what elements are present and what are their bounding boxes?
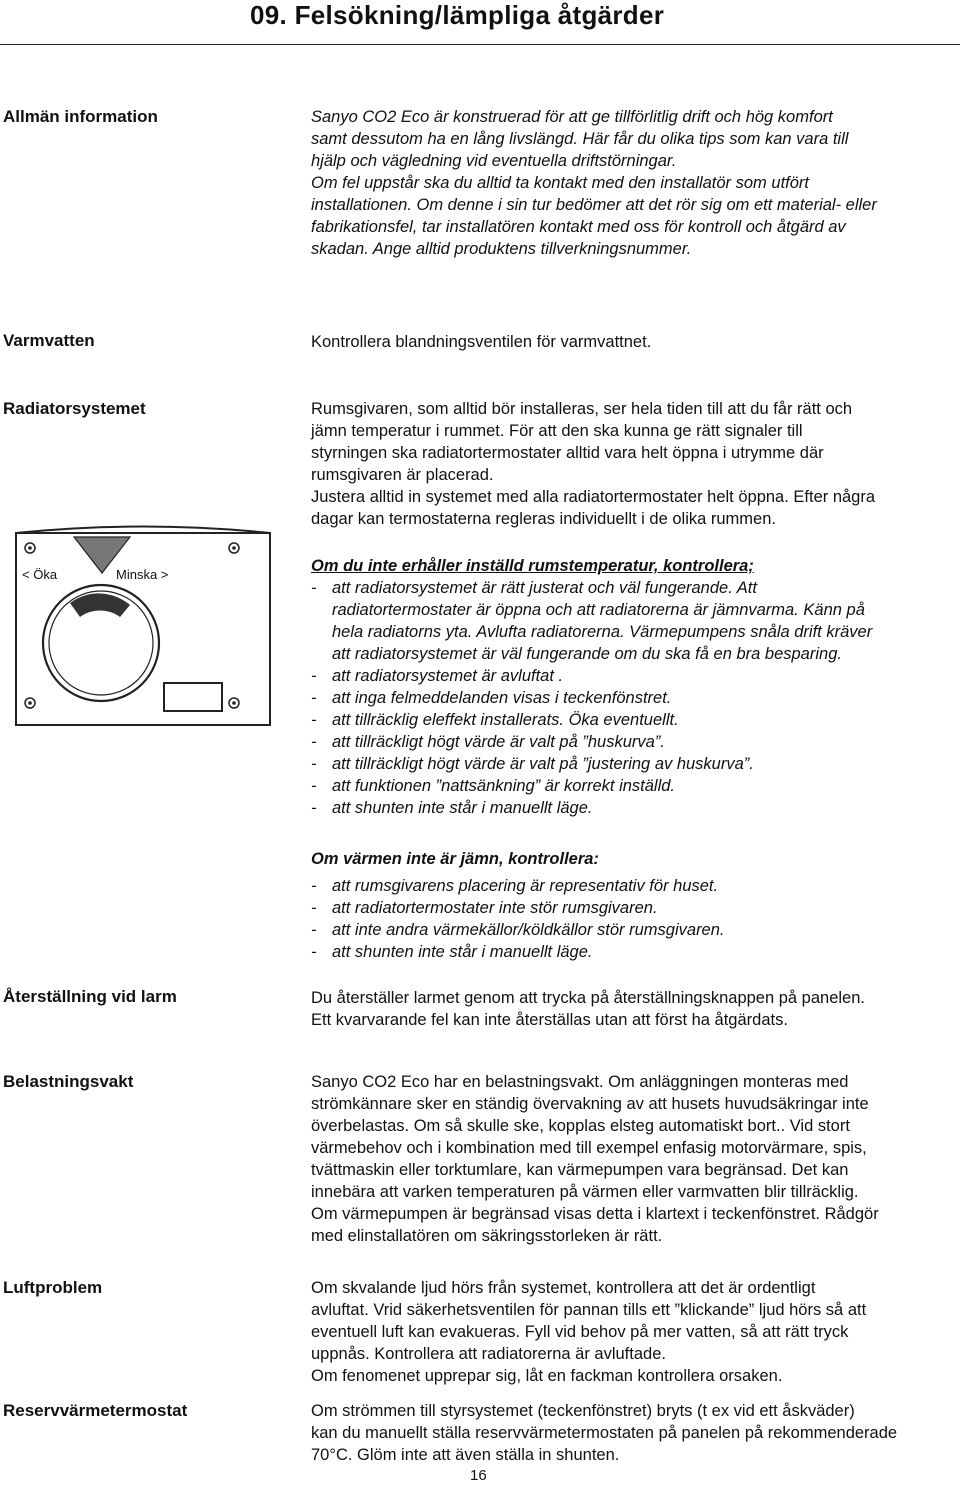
text-line: samt dessutom ha en lång livslängd. Här får du olika tips som kan vara till <box>311 130 849 148</box>
text-line: tvättmaskin eller torktumlare, kan värmepumpen vara begränsad. Det kan <box>311 1161 849 1179</box>
text-line: värmebehov och i kombination med till exempel enfasig motorvärmare, spis, <box>311 1139 867 1157</box>
screw-icon <box>229 698 239 708</box>
list-bullet: - <box>311 579 317 597</box>
list-item <box>311 709 956 731</box>
list-item-line: att rumsgivarens placering är representativ för huset. <box>332 877 719 895</box>
list-bullet: - <box>311 689 317 707</box>
section-text-luftproblem <box>311 1277 956 1387</box>
section-label-luftproblem: Luftproblem <box>3 1278 103 1297</box>
header-rule <box>0 44 960 45</box>
list-item-line: att radiatortermostater inte stör rumsgivaren. <box>332 899 658 917</box>
text-line: installationen. Om denne i sin tur bedömer att det rör sig om ett material- eller <box>311 196 877 214</box>
section-text-varmvatten: Kontrollera blandningsventilen för varmvattnet. <box>311 333 652 351</box>
list-item-line: att inga felmeddelanden visas i teckenfönstret. <box>332 689 672 707</box>
list-item-line: hela radiatorns yta. Avlufta radiatorerna. Värmepumpens snåla drift kräver <box>332 623 873 641</box>
section-label-varmvatten: Varmvatten <box>3 331 95 350</box>
list-bullet: - <box>311 777 317 795</box>
text-line: överbelastas. Om så skulle ske, kopplas elsteg automatiskt bort.. Vid stort <box>311 1117 850 1135</box>
text-line: skadan. Ange alltid produktens tillverkningsnummer. <box>311 240 692 258</box>
text-line: Sanyo CO2 Eco är konstruerad för att ge tillförlitlig drift och hög komfort <box>311 108 833 126</box>
text-line: Om fel uppstår ska du alltid ta kontakt med den installatör som utfört <box>311 174 809 192</box>
increase-label: < Öka <box>22 567 58 582</box>
list-item-line: att tillräckligt högt värde är valt på ”justering av huskurva”. <box>332 755 754 773</box>
checklist-heading: Om du inte erhåller inställd rumstemperatur, kontrollera; <box>311 557 754 575</box>
text-line: dagar kan termostaterna regleras individuellt i de olika rummen. <box>311 510 776 528</box>
list-item <box>311 577 956 665</box>
screw-icon <box>229 543 239 553</box>
list-item-line: att radiatorsystemet är väl fungerande om du ska få en bra besparing. <box>332 645 842 663</box>
list-item-line: att shunten inte står i manuellt läge. <box>332 799 593 817</box>
text-line: 70°C. Glöm inte att även ställa in shunten. <box>311 1446 620 1464</box>
section-text-radiator <box>311 398 956 530</box>
text-line: uppnås. Kontrollera att radiatorerna är avluftade. <box>311 1345 666 1363</box>
list-item-line: att funktionen ”nattsänkning” är korrekt inställd. <box>332 777 676 795</box>
text-line: jämn temperatur i rummet. För att den ska kunna ge rätt signaler till <box>311 422 803 440</box>
screw-icon <box>25 698 35 708</box>
checklist <box>311 875 956 963</box>
list-bullet: - <box>311 733 317 751</box>
section-text-allman <box>311 106 956 260</box>
text-line: Justera alltid in systemet med alla radiatortermostater helt öppna. Efter några <box>311 488 876 506</box>
text-line: Om värmepumpen är begränsad visas detta i klartext i teckenfönstret. Rådgör <box>311 1205 879 1223</box>
list-item <box>311 941 956 963</box>
list-bullet: - <box>311 899 317 917</box>
text-line: Om skvalande ljud hörs från systemet, kontrollera att det är ordentligt <box>311 1279 816 1297</box>
page-number: 16 <box>470 1467 487 1484</box>
text-line: avluftat. Vrid säkerhetsventilen för pannan tills ett ”klickande” ljud hörs så att <box>311 1301 867 1319</box>
text-line: innebära att varken temperaturen på värmen eller varmvatten blir tillräcklig. <box>311 1183 859 1201</box>
text-line: Rumsgivaren, som alltid bör installeras, ser hela tiden till att du får rätt och <box>311 400 853 418</box>
dial-scale-icon <box>70 593 130 617</box>
text-line: eventuell luft kan evakueras. Fyll vid behov på mer vatten, så att rätt tryck <box>311 1323 849 1341</box>
list-item <box>311 665 956 687</box>
section-label-reserv: Reservvärmetermostat <box>3 1401 188 1420</box>
section-label-belastning: Belastningsvakt <box>3 1072 134 1091</box>
list-item-line: att shunten inte står i manuellt läge. <box>332 943 593 961</box>
text-line: hjälp och vägledning vid eventuella driftstörningar. <box>311 152 677 170</box>
room-sensor-figure <box>12 515 274 730</box>
list-item-line: att inte andra värmekällor/köldkällor stör rumsgivaren. <box>332 921 725 939</box>
list-bullet: - <box>311 877 317 895</box>
text-line: rumsgivaren är placerad. <box>311 466 494 484</box>
section-label-aterstallning: Återställning vid larm <box>3 987 177 1006</box>
decrease-label: Minska > <box>116 567 169 582</box>
section-text-belastning <box>311 1071 956 1247</box>
text-line: Du återställer larmet genom att trycka på återställningsknappen på panelen. <box>311 989 865 1007</box>
list-item-line: radiatortermostater är öppna och att radiatorerna är jämnvarma. Känn på <box>332 601 865 619</box>
screw-icon <box>25 543 35 553</box>
text-line: fabrikationsfel, tar installatören kontakt med oss för kontroll och åtgärd av <box>311 218 846 236</box>
display-window <box>164 683 222 711</box>
list-item <box>311 753 956 775</box>
list-bullet: - <box>311 943 317 961</box>
sensor-outline <box>16 533 270 725</box>
list-item <box>311 897 956 919</box>
section-text-aterstallning <box>311 987 956 1031</box>
section-text-reserv <box>311 1400 956 1466</box>
text-line: styrningen ska radiatortermostater alltid vara helt öppna i utrymme där <box>311 444 824 462</box>
checklist-block-2 <box>311 848 956 963</box>
list-item <box>311 875 956 897</box>
text-line: Om strömmen till styrsystemet (teckenfönstret) bryts (t ex vid ett åskväder) <box>311 1402 855 1420</box>
checklist-heading: Om värmen inte är jämn, kontrollera: <box>311 850 599 868</box>
list-bullet: - <box>311 667 317 685</box>
list-item-line: att tillräckligt högt värde är valt på ”huskurva”. <box>332 733 665 751</box>
section-label-allman: Allmän information <box>3 107 158 126</box>
page-title: 09. Felsökning/lämpliga åtgärder <box>250 0 665 30</box>
text-line: med elinstallatören om säkringsstorleken är rätt. <box>311 1227 663 1245</box>
text-line: Sanyo CO2 Eco har en belastningsvakt. Om anläggningen monteras med <box>311 1073 849 1091</box>
list-item-line: att radiatorsystemet är avluftat . <box>332 667 564 685</box>
list-item-line: att tillräcklig eleffekt installerats. Öka eventuellt. <box>332 711 679 729</box>
list-bullet: - <box>311 755 317 773</box>
list-bullet: - <box>311 711 317 729</box>
text-line: Om fenomenet upprepar sig, låt en fackman kontrollera orsaken. <box>311 1367 783 1385</box>
checklist <box>311 577 956 819</box>
checklist-block-1 <box>311 555 956 819</box>
list-item <box>311 797 956 819</box>
text-line: strömkännare sker en ständig övervakning av att husets huvudsäkringar inte <box>311 1095 869 1113</box>
list-item-line: att radiatorsystemet är rätt justerat och väl fungerande. Att <box>332 579 757 597</box>
list-bullet: - <box>311 799 317 817</box>
list-bullet: - <box>311 921 317 939</box>
text-line: kan du manuellt ställa reservvärmetermostaten på panelen på rekommenderade <box>311 1424 898 1442</box>
list-item <box>311 919 956 941</box>
list-item <box>311 775 956 797</box>
list-item <box>311 731 956 753</box>
list-item <box>311 687 956 709</box>
section-label-radiator: Radiatorsystemet <box>3 399 146 418</box>
text-line: Ett kvarvarande fel kan inte återställas utan att först ha åtgärdats. <box>311 1011 788 1029</box>
